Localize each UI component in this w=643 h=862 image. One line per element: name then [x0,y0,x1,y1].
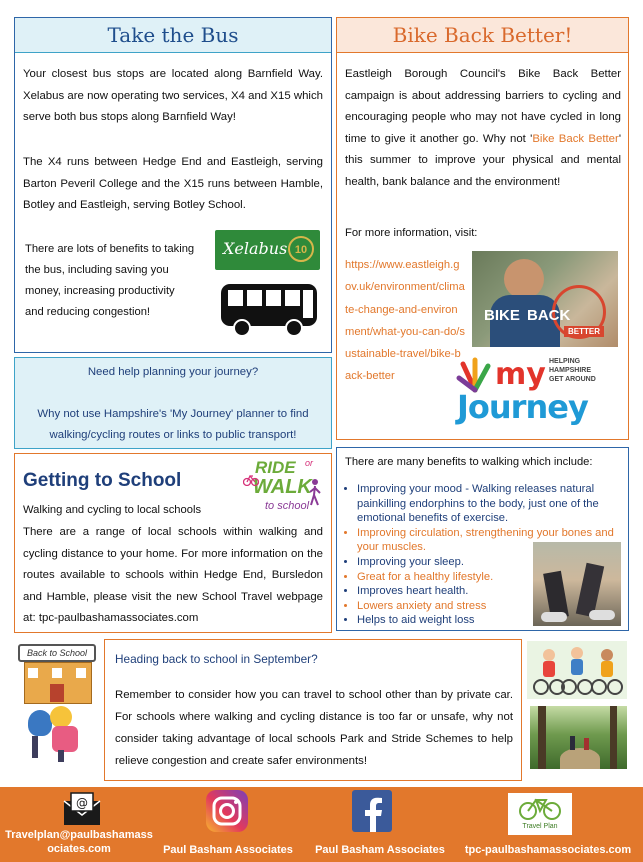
school-door [50,684,64,702]
journey-suggestion: Why not use Hampshire's 'My Journey' planner to find walking/cycling routes or links to public transport! [37,408,309,441]
walking-feet-photo [533,542,621,626]
walking-benefit-text: Helps to aid weight loss [357,614,475,627]
school-window [28,668,38,678]
bike-back-better-link[interactable]: Bike Back Better [532,132,619,145]
bike-more-info: For more information, visit: [345,227,478,239]
bike-back-better-card [336,17,629,440]
footer-website[interactable]: tpc-paulbashamassociates.com [464,844,632,856]
walker-figure [584,738,589,750]
ride-or-walk-logo-walk: WALK [253,476,312,498]
journey-question: Need help planning your journey? [87,366,259,378]
travel-plan-logo [508,793,572,835]
ride-or-walk-logo-to: to school [265,500,310,512]
bike-photo-text-c: BETTER [564,326,604,337]
bike-info-url[interactable]: https://www.eastleigh.gov.uk/environment/climate-change-and-environment/what-you-can-do/sustainable-travel/bike-back-better [345,259,466,383]
child-leg [32,736,38,758]
child-leg [58,750,64,762]
svg-text:@: @ [76,796,88,810]
school-window [52,668,62,678]
walking-intro: There are many benefits to walking which include: [345,456,593,468]
cyclist-head [504,259,544,299]
walking-person-icon [309,478,321,506]
footer-bar [0,787,643,862]
bus-benefits: There are lots of benefits to taking the bus, including saving you money, increasing productivity and reducing congestion! [25,243,195,318]
walking-benefit-text: Improves heart health. [357,585,469,598]
getting-to-school-card [14,453,332,633]
bike-title: Bike Back Better! [337,18,628,53]
xelabus-logo-text: Xelabus [223,239,288,258]
school-subtitle: Walking and cycling to local schools [23,504,202,516]
footer-facebook[interactable]: Paul Basham Associates [315,844,445,856]
back-to-school-september-card [104,639,522,781]
walking-benefit-text: Lowers anxiety and stress [357,599,487,612]
walking-benefit-item [357,584,539,599]
walking-benefit-item [357,613,539,628]
school-title: Getting to School [23,470,182,491]
shoe-right [589,610,615,620]
facebook-icon[interactable] [352,790,392,832]
travel-plan-label: Travel Plan [522,823,558,830]
child-backpack-pink [52,726,78,752]
walking-benefit-item [357,482,617,526]
shoe-left [541,612,567,622]
my-journey-logo [455,354,620,434]
my-journey-word-my: my [495,357,546,392]
xelabus-logo [215,230,320,270]
my-journey-tag-1: HELPING [549,358,581,365]
walking-benefit-text: Improving circulation, strengthening your bones and your muscles. [357,526,614,554]
bike-photo-text-b: BACK [527,307,571,324]
walking-benefits-card [336,447,629,631]
instagram-icon[interactable] [205,789,249,833]
forest-path [560,748,600,769]
ride-or-walk-logo-or: or [305,458,314,468]
anniversary-badge: 10 [288,236,314,262]
walking-benefit-item [357,555,539,570]
child-backpack-blue [28,710,52,736]
walking-benefit-item [357,570,539,585]
bike-paragraph [345,64,621,193]
walker-figure [570,736,575,750]
september-heading: Heading back to school in September? [115,652,318,666]
ride-or-walk-logo-ride: RIDE [255,458,296,477]
walking-benefit-text: Improving your sleep. [357,555,464,568]
bus-para-1: Your closest bus stops are located along Barnfield Way. Xelabus are now operating two services, X4 and X15 which serve both bus stops along Barnfield Way! [23,68,323,123]
walking-benefit-text: Improving your mood - Walking releases natural painkilling endorphins to the body, just one of the emotional benefits of exercise. [357,483,599,525]
email-icon[interactable] [62,791,102,827]
bike-photo-text-a: BIKE [484,307,520,324]
ride-or-walk-logo [243,458,323,524]
walking-benefit-item [357,599,539,614]
take-the-bus-card [14,17,332,353]
my-journey-tag-2: HAMPSHIRE [549,367,592,374]
school-body: There are a range of local schools within walking and cycling distance to your home. For more information on the routes available to schools within Hedge End, Bursledon and Hamble, please visit the new School Travel webpage at: tpc-paulbashamassociates.com [23,526,323,624]
footer-instagram[interactable]: Paul Basham Associates [163,844,293,856]
children-on-bikes-icon [527,641,627,699]
travel-plan-bike-icon [518,795,562,821]
september-body: Remember to consider how you can travel to school other than by private car. For schools where walking and cycling distance is too far or unsafe, why not consider taking advantage of local schools Park and Stride Schemes to help relieve congestion and create safer environments! [115,689,513,767]
school-window [76,668,86,678]
back-to-school-sign-text: Back to School [26,648,88,658]
bike-back-better-photo [472,251,618,347]
tree-trunk [538,706,546,769]
back-to-school-sign [18,644,96,662]
back-to-school-illustration [14,640,100,764]
journey-planner-card [14,357,332,449]
walking-benefit-text: Great for a healthy lifestyle. [357,570,494,583]
footer-email[interactable]: Travelplan@paulbashamassociates.com [5,829,153,855]
my-journey-word-journey: Journey [457,388,588,426]
bus-title: Take the Bus [15,18,331,53]
my-journey-tag-3: GET AROUND [549,376,596,383]
children-cycling-illustration [527,641,627,699]
bicycle-icon [243,472,259,486]
bike-para-end: ' this summer to improve your physical and mental health, bank balance and the environment! [345,132,622,188]
bike-para-start: Eastleigh Borough Council's Bike Back Better campaign is about addressing barriers to cycling and encouraging people who may not have cycled in long time to give it another go. Why not ' [345,68,621,145]
tree-trunk [610,706,617,769]
bus-icon [219,282,319,338]
forest-walk-photo [530,706,627,769]
child-head-blonde [50,706,72,728]
bus-para-2: The X4 runs between Hedge End and Eastleigh, serving Barton Peveril College and the X15 runs between Hamble, Botley and Eastleigh, serving Botley School. [23,156,323,211]
